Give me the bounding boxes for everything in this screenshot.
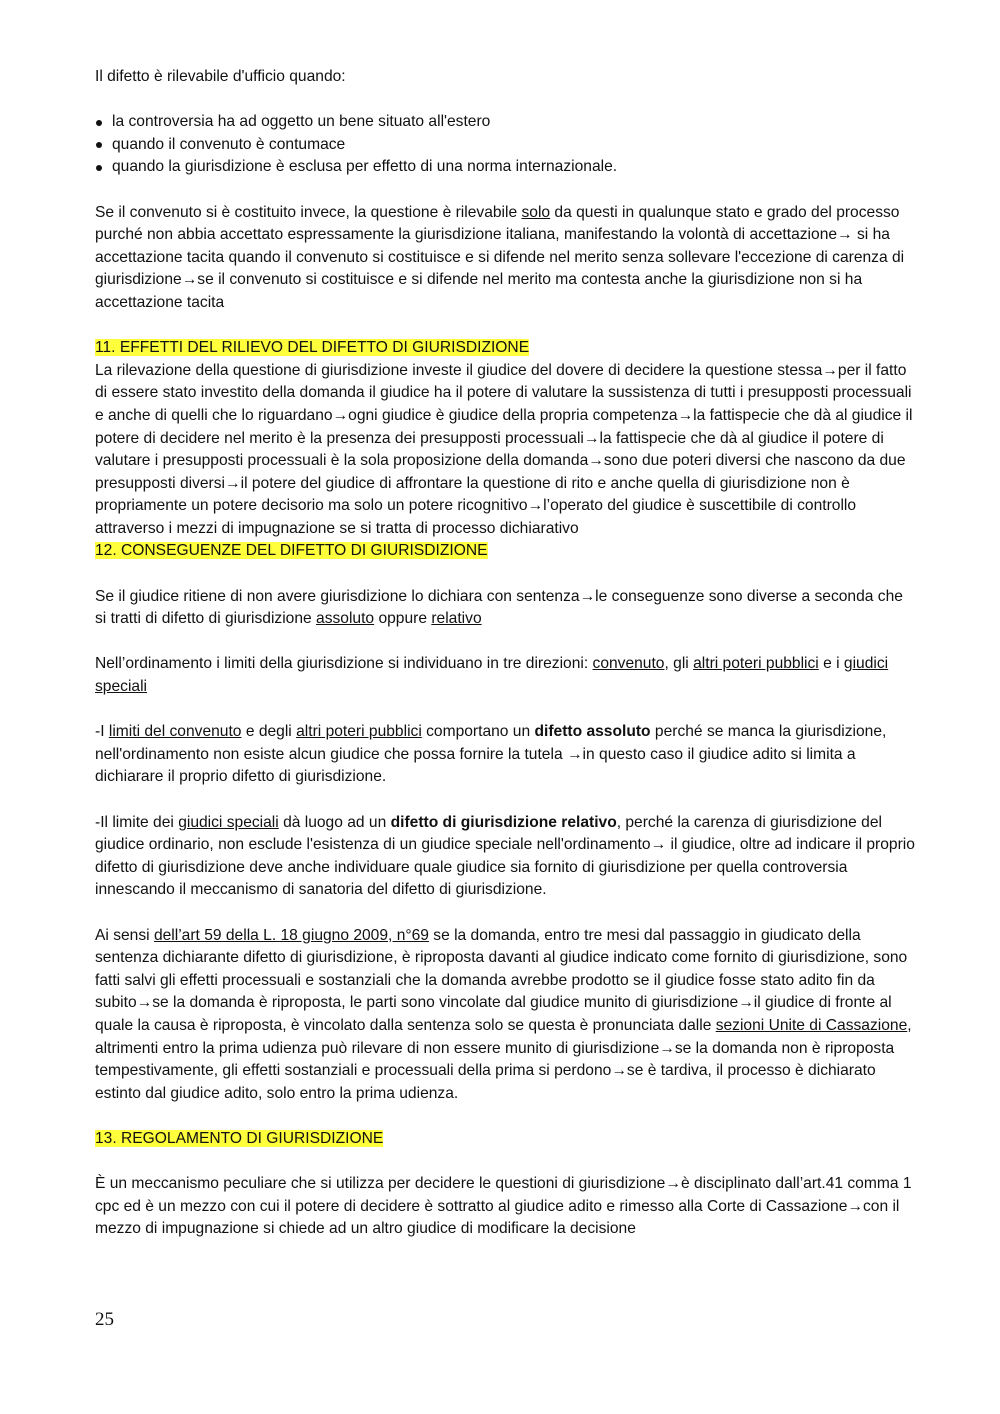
text-run: con il mezzo di impugnazione si chiede ad un altro giudice di modificare la decisione	[95, 1197, 900, 1238]
paragraph-difetto-assoluto	[95, 721, 915, 789]
text-run: oppure	[374, 610, 432, 628]
paragraph-regolamento	[95, 1173, 915, 1241]
text-run: e degli	[241, 723, 297, 741]
arrow-icon: →	[677, 406, 694, 424]
arrow-icon: →	[583, 429, 600, 447]
text-run: perché se manca la giurisdizione, nell'ordinamento non esiste alcun giudice che possa fornire la tutela	[95, 723, 887, 763]
spacer	[95, 631, 915, 654]
underlined-term: giudici speciali	[95, 655, 889, 696]
text-run: La rilevazione della questione di giurisdizione investe il giudice del dovere di decidere la questione stessa	[95, 361, 823, 379]
text-run: se la domanda, entro tre mesi dal passaggio in giudicato della sentenza dichiarante difetto di giurisdizione, è riproposta davanti al giudice indicato come fornito di giurisdizione, sono fatti salvi gli effetti processuali e sostanziali che la domanda avrebbe prodotto se il giudice fosse stato adito fin da subito	[95, 926, 908, 1012]
bullet-list	[95, 111, 915, 179]
text-run: se la domanda è riproposta, le parti sono vincolate dal giudice munito di giurisdizione	[152, 994, 739, 1012]
text-run: il giudice di fronte al quale la causa è riproposta, è vincolato dalla sentenza solo se questa è pronunciata dalle	[95, 994, 892, 1034]
arrow-icon: →	[225, 474, 241, 492]
section-heading-12	[95, 540, 915, 563]
section-heading-11	[95, 337, 915, 360]
text-run: , gli	[664, 655, 694, 673]
list-item: quando la giurisdizione è esclusa per effetto di una norma internazionale.	[95, 156, 915, 179]
paragraph-art-59	[95, 925, 915, 1106]
arrow-icon: →	[588, 452, 604, 470]
text-run: il giudice, oltre ad indicare il proprio difetto di giurisdizione deve anche individuare quale giudice sia fornito di giurisdizione per quella controversia innescando il meccanismo di sanatoria del difetto di giurisdizione.	[95, 836, 915, 899]
text-run: se la domanda non è riproposta tempestivamente, gli effetti sostanziali e processuali della prima si perdono	[95, 1039, 895, 1080]
text-run: Ai sensi	[95, 926, 154, 944]
text-run: dà luogo ad un	[278, 813, 391, 831]
text-run: se il convenuto si costituisce e si difende nel merito ma contesta anche la giurisdizione non si ha accettazione tacita	[95, 271, 863, 311]
arrow-icon: →	[837, 226, 853, 244]
underlined-term: relativo	[431, 610, 482, 628]
spacer	[95, 179, 915, 202]
text-run: è disciplinato dall’art.41 comma 1 cpc ed è un mezzo con cui il potere di decidere è sottratto al giudice adito e rimesso alla Corte di Cassazione	[95, 1175, 912, 1215]
text-run: ogni giudice è giudice della propria competenza	[348, 406, 678, 424]
paragraph-conseguenze	[95, 586, 915, 631]
text-run: si ha accettazione tacita quando il convenuto si costituisce e si difende nel merito senza sollevare l'eccezione di carenza di giurisdizione	[95, 226, 905, 289]
bold-term: difetto di giurisdizione relativo	[390, 813, 617, 831]
arrow-icon: →	[332, 406, 349, 424]
arrow-icon: →	[665, 1175, 681, 1193]
underlined-term: assoluto	[316, 610, 375, 628]
spacer	[95, 699, 915, 722]
text-run: da questi in qualunque stato e grado del processo purché non abbia accettato espressamente la giurisdizione italiana, manifestando la volontà di accettazione	[95, 203, 900, 244]
arrow-icon: →	[611, 1062, 627, 1080]
text-run: se è tardiva, il processo è dichiarato estinto dal giudice adito, solo entro la prima udienza.	[95, 1062, 876, 1102]
text-run: sono due poteri diversi che nascono da due presupposti diversi	[95, 452, 906, 492]
text-run: Se il giudice ritiene di non avere giurisdizione lo dichiara con sentenza	[95, 587, 580, 605]
document-page	[95, 66, 915, 1241]
arrow-icon: →	[659, 1039, 675, 1057]
spacer	[95, 789, 915, 812]
text-run: È un meccanismo peculiare che si utilizza per decidere le questioni di giurisdizione	[95, 1175, 666, 1193]
underlined-term: solo	[521, 203, 551, 221]
text-run: Nell’ordinamento i limiti della giurisdizione si individuano in tre direzioni:	[95, 655, 593, 673]
spacer	[95, 1151, 915, 1174]
text-run: , altrimenti entro la prima udienza può rilevare di non essere munito di giurisdizione	[95, 1016, 912, 1057]
spacer	[95, 315, 915, 338]
text-run: in questo caso il giudice adito si limita a dichiarare il proprio difetto di giurisdizione.	[95, 745, 856, 786]
arrow-icon: →	[566, 745, 583, 763]
list-item: la controversia ha ad oggetto un bene situato all'estero	[95, 111, 915, 134]
intro-line: Il difetto è rilevabile d'ufficio quando:	[95, 68, 346, 85]
spacer	[95, 563, 915, 586]
arrow-icon: →	[847, 1197, 863, 1215]
text-run: comportano un	[421, 723, 535, 741]
text-run: , perché la carenza di giurisdizione del giudice ordinario, non esclude l'esistenza di un giudice speciale nell'ordinamento	[95, 813, 882, 854]
underlined-term: giudici speciali	[178, 813, 279, 831]
arrow-icon: →	[650, 836, 667, 854]
text-run: Se il convenuto si è costituito invece, la questione è rilevabile	[95, 203, 522, 221]
arrow-icon: →	[579, 587, 596, 605]
spacer	[95, 902, 915, 925]
underlined-term: altri poteri pubblici	[296, 723, 422, 741]
highlighted-heading: 11. EFFETTI DEL RILIEVO DEL DIFETTO DI GIURISDIZIONE	[95, 339, 530, 357]
section-heading-13	[95, 1128, 915, 1151]
underlined-term: convenuto	[592, 655, 665, 673]
underlined-term: sezioni Unite di Cassazione	[715, 1016, 908, 1034]
text-run: -I	[95, 723, 109, 741]
paragraph-difetto-relativo	[95, 812, 915, 902]
spacer	[95, 89, 915, 112]
highlighted-heading: 13. REGOLAMENTO DI GIURISDIZIONE	[95, 1129, 384, 1147]
underlined-term: dell’art 59 della L. 18 giugno 2009, n°69	[153, 926, 429, 944]
paragraph-effetti	[95, 360, 915, 541]
text-run: il potere del giudice di affrontare la questione di rito e anche quella di giurisdizione non è propriamente un potere decisorio ma solo un potere ricognitivo	[95, 474, 850, 515]
text-run: per il fatto di essere stato investito della domanda il giudice ha il potere di valutare la sussistenza di tutti i presupposti processuali e anche di quelli che lo riguardano	[95, 361, 912, 424]
arrow-icon: →	[822, 361, 838, 379]
paragraph-convenuto-costituito	[95, 202, 915, 315]
arrow-icon: →	[738, 994, 754, 1012]
page-number: 25	[95, 1309, 114, 1330]
underlined-term: altri poteri pubblici	[693, 655, 819, 673]
text-run: l’operato del giudice è suscettibile di controllo attraverso i mezzi di impugnazione se si tratta di processo dichiarativo	[95, 497, 857, 537]
underlined-term: limiti del convenuto	[108, 723, 242, 741]
text-run: -Il limite dei	[95, 813, 179, 831]
text-run: la fattispecie che dà al giudice il potere di valutare i presupposti processuali è la sola proposizione della domanda	[95, 429, 884, 470]
spacer	[95, 1105, 915, 1128]
paragraph-limiti	[95, 653, 915, 698]
text-run: la fattispecie che dà al giudice il potere di decidere nel merito è la presenza dei presupposti processuali	[95, 406, 913, 447]
text-run: e i	[818, 655, 844, 673]
highlighted-heading: 12. CONSEGUENZE DEL DIFETTO DI GIURISDIZIONE	[95, 542, 488, 560]
arrow-icon: →	[181, 271, 198, 289]
arrow-icon: →	[136, 994, 153, 1012]
list-item: quando il convenuto è contumace	[95, 134, 915, 157]
arrow-icon: →	[527, 497, 544, 515]
bold-term: difetto assoluto	[534, 723, 651, 741]
text-run: le conseguenze sono diverse a seconda che si tratti di difetto di giurisdizione	[95, 587, 903, 628]
